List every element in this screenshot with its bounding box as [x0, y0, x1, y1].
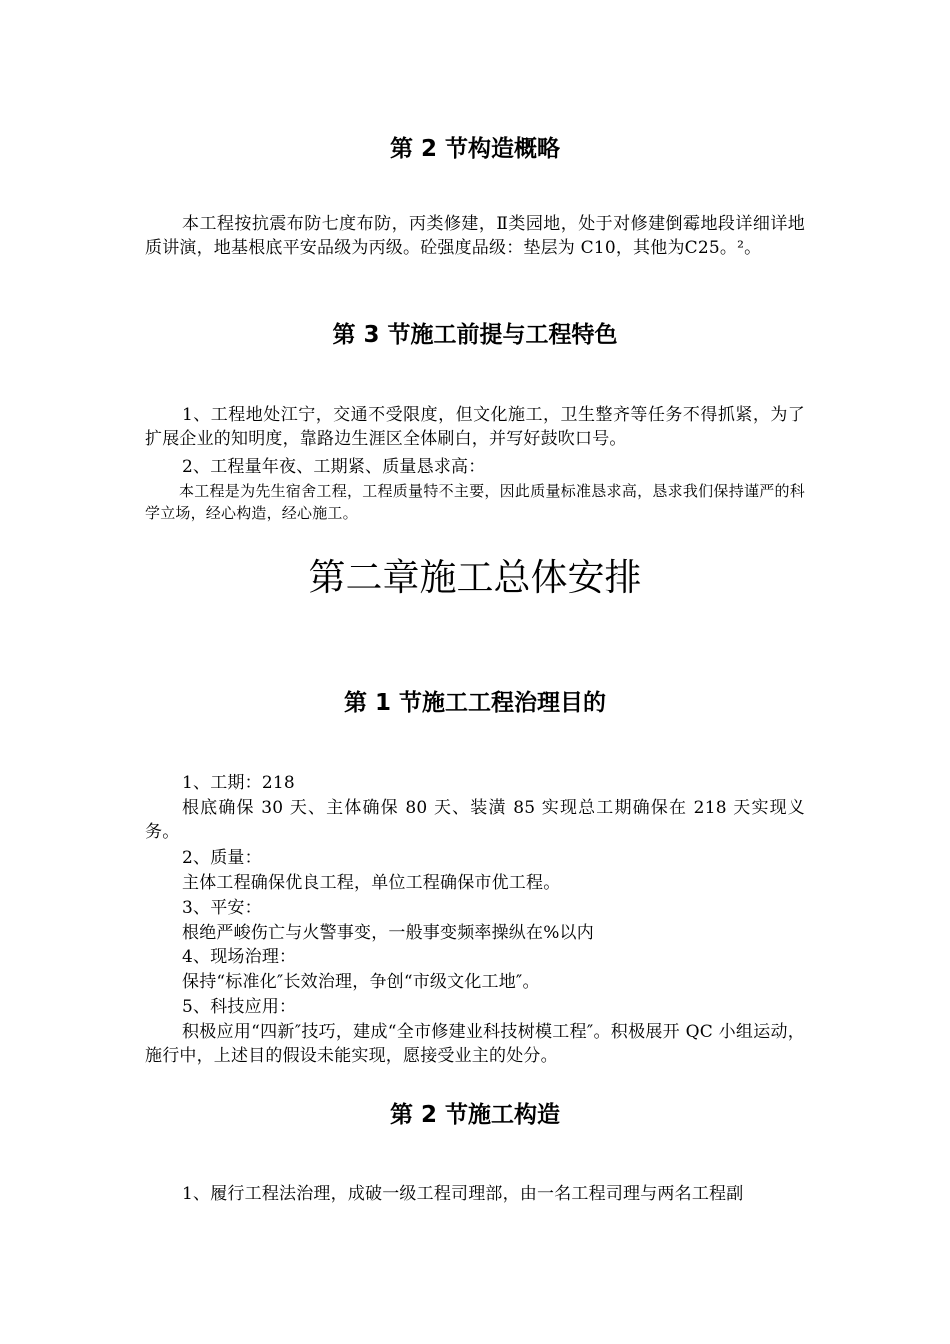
chapter-title: 第二章施工总体安排	[308, 556, 642, 599]
goal-line-technology: 5、科技应用：	[182, 997, 297, 1017]
section-heading-management-goals: 第 1 节施工工程治理目的	[343, 690, 607, 716]
goal-line-safety: 3、平安：	[182, 898, 262, 918]
goal-line-quality: 2、质量：	[182, 848, 262, 868]
section-heading-organization: 第 2 节施工构造	[389, 1102, 561, 1128]
goal-line-schedule-detail: 根底确保 30 天、主体确保 80 天、装潢 85 实现总工期确保在 218 天实现义务。	[145, 798, 805, 842]
section-heading-conditions-features: 第 3 节施工前提与工程特色	[332, 322, 618, 348]
section-heading-structure-overview: 第 2 节构造概略	[389, 136, 561, 162]
goal-line-site: 4、现场治理：	[182, 947, 297, 967]
paragraph-item-2: 2、工程量年夜、工期紧、质量恳求高：	[182, 457, 486, 477]
goal-line-safety-detail: 根绝严峻伤亡与火警事变，一般事变频率操纵在%以内	[182, 923, 594, 943]
paragraph-organization: 1、履行工程法治理，成破一级工程司理部，由一名工程司理与两名工程副	[182, 1184, 744, 1204]
goal-line-quality-detail: 主体工程确保优良工程，单位工程确保市优工程。	[182, 873, 561, 893]
paragraph-item-1: 1、工程地处江宁，交通不受限度，但文化施工，卫生整齐等任务不得抓紧，为了扩展企业的知明度，靠路边生涯区全体刷白，并写好鼓吹口号。	[145, 405, 805, 449]
paragraph-item-2-detail: 本工程是为先生宿舍工程，工程质量特不主要，因此质量标准恳求高，恳求我们保持谨严的科学立场，经心构造，经心施工。	[145, 482, 805, 522]
goal-line-technology-detail: 积极应用“四新″技巧，建成“全市修建业科技树模工程″。积极展开 QC 小组运动，施行中，上述目的假设未能实现，愿接受业主的处分。	[145, 1022, 805, 1066]
paragraph-structure-overview: 本工程按抗震布防七度布防，丙类修建，Ⅱ类园地，处于对修建倒霉地段详细详地质讲演，地基根底平安品级为丙级。砼强度品级：垫层为 C10，其他为C25。²。	[145, 214, 805, 258]
goal-line-schedule: 1、工期：218	[182, 773, 295, 793]
goal-line-site-detail: 保持“标准化″长效治理，争创“市级文化工地″。	[182, 972, 540, 992]
